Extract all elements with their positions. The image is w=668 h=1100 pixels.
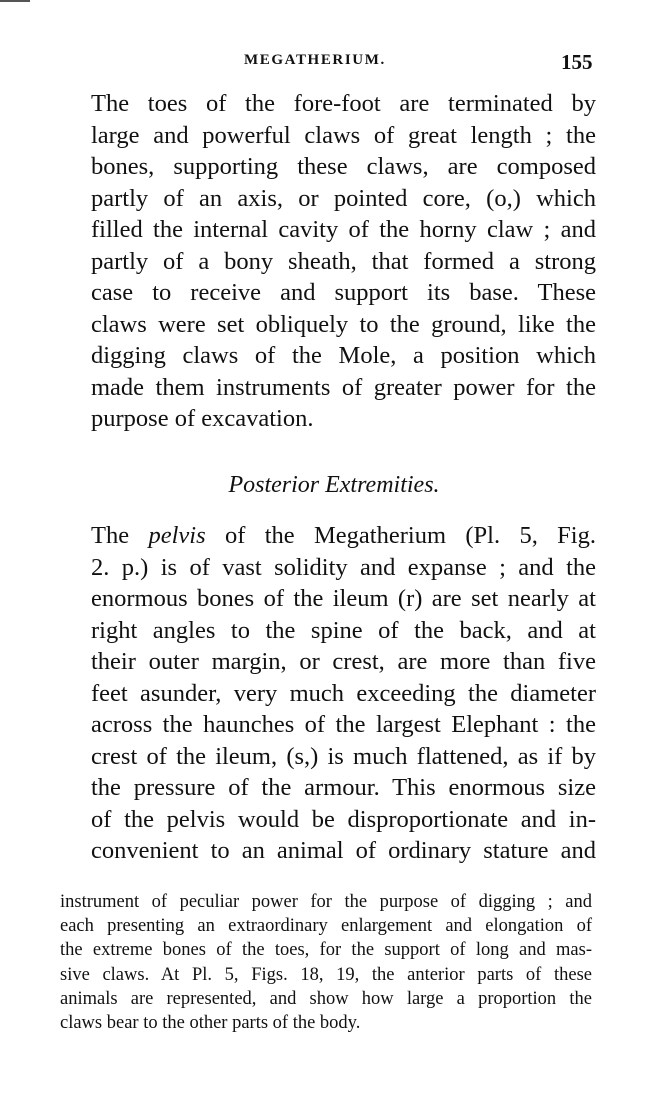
text-line: the pressure of the armour. This enormous size: [91, 774, 596, 801]
text-line: feet asunder, very much exceeding the diameter: [91, 679, 596, 707]
text-run: The: [91, 522, 149, 549]
text-run: of the Megatherium (Pl. 5, Fig.: [205, 522, 596, 549]
text-line: enormous bones of the ileum (r) are set nearly at: [91, 585, 596, 612]
text-line: The toes of the fore-foot are terminated by: [91, 90, 596, 117]
text-line: filled the internal cavity of the horny claw ; and: [91, 216, 596, 243]
text-line: digging claws of the Mole, a position which: [91, 342, 596, 369]
text-line: across the haunches of the largest Elephant : the: [91, 711, 596, 738]
text-line: purpose of excavation.: [91, 405, 314, 432]
scan-corner-mark: [0, 0, 30, 2]
footnote-line: the extreme bones of the toes, for the support of long and mas-: [60, 940, 592, 961]
paragraph-text: [66, 88, 596, 435]
text-line: crest of the ileum, (s,) is much flattened, as if by: [91, 742, 596, 770]
text-line: convenient to an animal of ordinary stature and: [91, 837, 596, 864]
footnote-line: sive claws. At Pl. 5, Figs. 18, 19, the anterior parts of these: [60, 964, 592, 985]
page-number: 155: [561, 50, 593, 74]
text-line: large and powerful claws of great length ; the: [91, 121, 596, 149]
footnote: [60, 890, 592, 1035]
paragraph-fore-foot-claws: [66, 88, 596, 435]
text-line: case to receive and support its base. These: [91, 279, 596, 306]
text-line: 2. p.) is of vast solidity and expanse ; and the: [91, 553, 596, 581]
running-head: MEGATHERIUM.: [244, 52, 386, 68]
text-line: their outer margin, or crest, are more than five: [91, 648, 596, 675]
footnote-line: claws bear to the other parts of the body.: [60, 1013, 361, 1034]
text-line: made them instruments of greater power for the: [91, 373, 596, 401]
text-line: partly of an axis, or pointed core, (o,) which: [91, 184, 596, 212]
text-line: bones, supporting these claws, are composed: [91, 153, 596, 180]
paragraph-text: [66, 520, 596, 867]
text-line: of the pelvis would be disproportionate and in-: [91, 805, 596, 833]
text-line: partly of a bony sheath, that formed a strong: [91, 247, 596, 275]
footnote-line: each presenting an extraordinary enlargement and elongation of: [60, 916, 592, 937]
italic-term: pelvis: [148, 522, 206, 549]
text-line: claws were set obliquely to the ground, like the: [91, 310, 596, 338]
footnote-line: instrument of peculiar power for the purpose of digging ; and: [60, 892, 592, 912]
text-line: [66, 520, 596, 552]
section-heading: Posterior Extremities.: [228, 472, 440, 498]
text-line: right angles to the spine of the back, and at: [91, 616, 596, 644]
paragraph-pelvis: [66, 520, 596, 867]
footnote-line: animals are represented, and show how large a proportion the: [60, 988, 592, 1009]
